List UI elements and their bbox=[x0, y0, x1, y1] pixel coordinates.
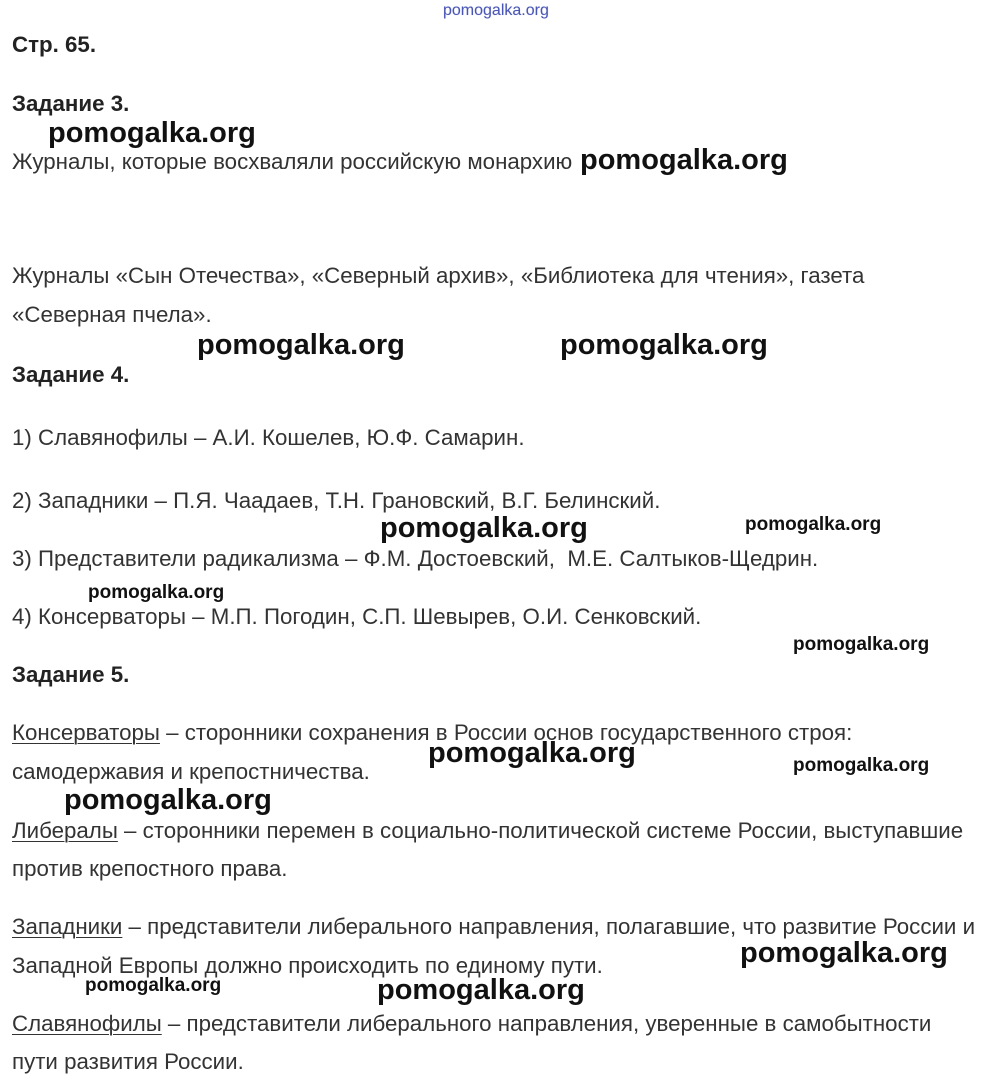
watermark: pomogalka.org bbox=[793, 755, 930, 776]
watermark: pomogalka.org bbox=[48, 117, 256, 149]
page-number-heading: Стр. 65. bbox=[12, 32, 97, 57]
definition-continuation: пути развития России. bbox=[12, 1049, 244, 1074]
watermark: pomogalka.org bbox=[560, 329, 768, 361]
watermark: pomogalka.org bbox=[428, 737, 636, 769]
definition-term: Славянофилы bbox=[12, 1011, 162, 1036]
task3-question: Журналы, которые восхваляли российскую монархию bbox=[12, 149, 573, 174]
definition-term: Либералы bbox=[12, 818, 118, 843]
watermark: pomogalka.org bbox=[380, 512, 588, 544]
watermark: pomogalka.org bbox=[793, 634, 930, 655]
definition-text: – представители либерального направления, уверенные в самобытности bbox=[161, 1011, 932, 1036]
definition-liberals bbox=[12, 818, 963, 844]
task3-answer-line: «Северная пчела». bbox=[12, 302, 212, 327]
definition-term: Западники bbox=[12, 914, 123, 939]
task4-heading: Задание 4. bbox=[12, 362, 130, 387]
watermark: pomogalka.org bbox=[580, 144, 788, 176]
task3-heading: Задание 3. bbox=[12, 91, 130, 116]
definition-term: Консерваторы bbox=[12, 720, 160, 745]
watermark: pomogalka.org bbox=[377, 974, 585, 1006]
definition-continuation: самодержавия и крепостничества. bbox=[12, 759, 370, 784]
definition-text: – представители либерального направления, полагавшие, что развитие России и bbox=[122, 914, 976, 939]
watermark: pomogalka.org bbox=[85, 975, 222, 996]
definition-continuation: против крепостного права. bbox=[12, 856, 288, 881]
task4-item-radicals: 3) Представители радикализма – Ф.М. Достоевский, М.Е. Салтыков-Щедрин. bbox=[12, 546, 819, 571]
definition-slavophiles bbox=[12, 1011, 931, 1037]
definition-text: – сторонники сохранения в России основ государственного строя: bbox=[159, 720, 853, 745]
watermark: pomogalka.org bbox=[64, 784, 272, 816]
site-link-header: pomogalka.org bbox=[443, 2, 549, 19]
task4-item-conservatives: 4) Консерваторы – М.П. Погодин, С.П. Шевырев, О.И. Сенковский. bbox=[12, 604, 702, 629]
watermark: pomogalka.org bbox=[88, 582, 225, 603]
watermark: pomogalka.org bbox=[740, 937, 948, 969]
watermark: pomogalka.org bbox=[197, 329, 405, 361]
definition-continuation: Западной Европы должно происходить по единому пути. bbox=[12, 953, 603, 978]
task5-heading: Задание 5. bbox=[12, 662, 130, 687]
task3-answer-line: Журналы «Сын Отечества», «Северный архив», «Библиотека для чтения», газета bbox=[12, 263, 865, 288]
task4-item-slavophiles: 1) Славянофилы – А.И. Кошелев, Ю.Ф. Самарин. bbox=[12, 425, 525, 450]
definition-text: – сторонники перемен в социально-политической системе России, выступавшие bbox=[117, 818, 964, 843]
task4-item-westerners: 2) Западники – П.Я. Чаадаев, Т.Н. Грановский, В.Г. Белинский. bbox=[12, 488, 661, 513]
watermark: pomogalka.org bbox=[745, 514, 882, 535]
